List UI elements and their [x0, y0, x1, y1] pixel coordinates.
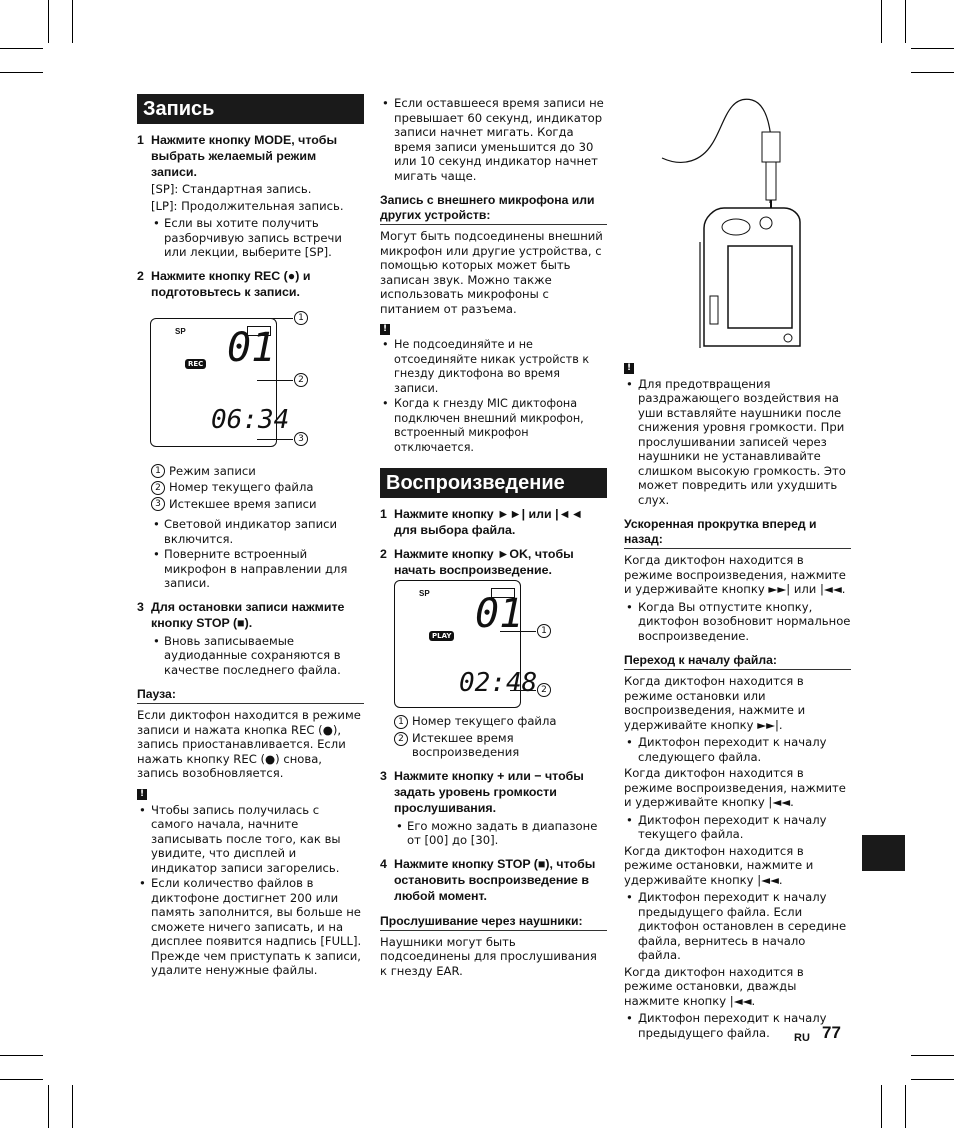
step-number: 2	[137, 268, 144, 283]
legend-text: Истекшее время записи	[169, 496, 317, 511]
list-item: • Если количество файлов в диктофоне достигнет 200 или память заполнится, вы больше не сможете ничего записать, и на дисплее появится надпись [FULL]. Прежде чем приступать к записи, удалите ненужные файлы.	[137, 876, 364, 978]
callout-number: 2	[537, 683, 551, 697]
legend-text: Номер текущего файла	[169, 480, 314, 494]
page-number: 77	[822, 1023, 841, 1042]
legend-text: Номер текущего файла	[412, 714, 557, 728]
crop-mark	[911, 48, 954, 49]
elapsed-time: 06:34	[211, 404, 290, 435]
step-1	[380, 506, 607, 538]
step-title: Нажмите кнопку MODE, чтобы выбрать желаемый режим записи.	[151, 133, 338, 179]
crop-mark	[911, 72, 954, 73]
caution-icon: !	[624, 363, 634, 374]
list-item: • Не подсоединяйте и не отсоединяйте никак устройств к гнезду диктофона во время записи.	[380, 338, 607, 396]
crop-mark	[72, 1085, 73, 1128]
step-4	[380, 856, 607, 904]
list-item: • Когда к гнезду MIC диктофона подключен внешний микрофон, встроенный микрофон отключается.	[380, 397, 607, 455]
elapsed-time: 02:48	[459, 668, 538, 698]
step-3	[380, 768, 607, 816]
crop-mark	[905, 1085, 906, 1128]
list-item: • Диктофон переходит к началу текущего файла.	[624, 813, 851, 842]
lcd-legend	[380, 714, 607, 760]
lcd-screen	[394, 580, 538, 708]
mode-lp-text: [LP]: Продолжительная запись.	[151, 198, 344, 213]
mode-sp-text: [SP]: Стандартная запись.	[151, 182, 312, 196]
callout-number: 3	[294, 432, 308, 446]
list-item: • Если вы хотите получить разборчивую запись встречи или лекции, выберите [SP].	[151, 216, 364, 260]
crop-mark	[0, 72, 43, 73]
external-mic-text: Могут быть подсоединены внешний микрофон или другие устройства, с помощью которых может быть записан звук. Можно также использовать микрофоны с питанием от разъема.	[380, 229, 603, 316]
list-item: • Диктофон переходит к началу следующего файла.	[624, 735, 851, 764]
crop-mark	[905, 0, 906, 43]
fast-forward-text: Когда диктофон находится в режиме воспроизведения, нажмите и удерживайте кнопку ►►| или |◄◄.	[624, 553, 846, 596]
callout-number: 1	[537, 624, 551, 638]
callout-line	[510, 690, 536, 691]
legend-number: 2	[394, 732, 408, 746]
lcd-figure-playback	[380, 578, 607, 712]
file-number: 01	[227, 324, 276, 371]
list-item: • Диктофон переходит к началу предыдущего файла. Если диктофон остановлен в середине файла, вернитесь в начало файла.	[624, 890, 851, 963]
legend-number: 1	[394, 715, 408, 729]
legend-number: 1	[151, 464, 165, 478]
callout-line	[177, 318, 293, 319]
column-3	[624, 96, 851, 1041]
callout-number: 2	[294, 373, 308, 387]
crop-mark	[48, 1085, 49, 1128]
step-title: Нажмите кнопку ►►| или |◄◄ для выбора файла.	[394, 507, 584, 537]
list-item: • Диктофон переходит к началу предыдущего файла.	[624, 1011, 851, 1040]
crop-mark	[881, 0, 882, 43]
crop-mark	[72, 0, 73, 43]
file-number: 01	[475, 591, 524, 637]
crop-mark	[0, 1079, 43, 1080]
step-3	[137, 599, 364, 631]
earphones-text: Наушники могут быть подсоединены для прослушивания к гнезду EAR.	[380, 934, 597, 978]
crop-mark	[911, 1055, 954, 1056]
pause-text: Если диктофон находится в режиме записи и нажата кнопка REC (●), запись приостанавливается. Если нажать кнопку REC (●) снова, запись возобновляется.	[137, 708, 361, 780]
list-item: • Вновь записываемые аудиоданные сохраняются в качестве последнего файла.	[151, 634, 364, 678]
rec-indicator: REC	[185, 359, 206, 369]
paragraph: Когда диктофон находится в режиме воспроизведения, нажмите и удерживайте кнопку |◄◄.	[624, 766, 846, 809]
step-1	[137, 132, 364, 180]
earphones-heading: Прослушивание через наушники:	[380, 914, 607, 931]
language-code: RU	[794, 1032, 810, 1044]
step-number: 1	[137, 133, 144, 147]
crop-mark	[881, 1085, 882, 1128]
step-number: 1	[380, 507, 387, 521]
step-2	[380, 546, 607, 578]
paragraph: Когда диктофон находится в режиме остановки, дважды нажмите кнопку |◄◄.	[624, 964, 804, 1008]
list-item: • Чтобы запись получилась с самого начала, начните записывать после того, как вы увидите, что дисплей и индикатор записи загорелись.	[137, 803, 364, 876]
callout-number: 1	[294, 311, 308, 325]
legend-text: Истекшее время воспроизведения	[412, 730, 520, 759]
step-title: Нажмите кнопку REC (●) и подготовьтесь к записи.	[151, 268, 311, 299]
lcd-legend	[137, 464, 364, 512]
column-1	[137, 94, 364, 979]
recorder-with-earphone-illustration	[624, 96, 851, 351]
list-item: • Световой индикатор записи включится.	[151, 517, 364, 546]
mode-indicator: SP	[175, 326, 186, 336]
caution-icon: !	[380, 324, 390, 335]
step-title: Нажмите кнопку + или − чтобы задать уровень громкости прослушивания.	[394, 768, 584, 815]
step-2	[137, 268, 364, 300]
list-item: • Если оставшееся время записи не превышает 60 секунд, индикатор записи начнет мигать. Когда время записи уменьшится до 30 или 10 секунд индикатор начнет мигать чаще.	[380, 96, 607, 183]
external-mic-heading: Запись с внешнего микрофона или других устройств:	[380, 193, 607, 225]
crop-mark	[48, 0, 49, 43]
crop-mark	[0, 48, 43, 49]
fast-forward-heading: Ускоренная прокрутка вперед и назад:	[624, 517, 851, 549]
lcd-figure-record	[137, 300, 364, 462]
step-number: 2	[380, 547, 387, 561]
legend-number: 3	[151, 497, 165, 511]
list-item: • Для предотвращения раздражающего воздействия на уши вставляйте наушники после снижения уровня громкости. При прослушивании записей через наушники не устанавливайте слишком высокую громкость. Это может повредить или ухудшить слух.	[624, 377, 851, 508]
callout-line	[257, 439, 293, 440]
paragraph: Когда диктофон находится в режиме остановки или воспроизведения, нажмите и удерживайте кнопку ►►|.	[624, 674, 806, 732]
step-number: 4	[380, 856, 387, 871]
paragraph: Когда диктофон находится в режиме остановки, нажмите и удерживайте кнопку |◄◄.	[624, 843, 814, 887]
mode-indicator: SP	[419, 589, 430, 598]
caution-icon: !	[137, 789, 147, 800]
step-number: 3	[137, 599, 144, 614]
list-item: • Когда Вы отпустите кнопку, диктофон возобновит нормальное воспроизведение.	[624, 600, 851, 644]
section-heading-recording: Запись	[137, 94, 364, 124]
list-item: • Его можно задать в диапазоне от [00] до [30].	[394, 819, 607, 848]
section-heading-playback: Воспроизведение	[380, 468, 607, 498]
file-start-heading: Переход к началу файла:	[624, 653, 851, 670]
play-indicator: PLAY	[429, 631, 454, 641]
step-number: 3	[380, 768, 387, 783]
lcd-screen	[150, 318, 290, 447]
crop-mark	[0, 1055, 43, 1056]
column-2	[380, 96, 607, 978]
step-title: Для остановки записи нажмите кнопку STOP (■).	[151, 599, 345, 630]
callout-line	[500, 631, 536, 632]
legend-number: 2	[151, 481, 165, 495]
callout-line	[257, 380, 293, 381]
pause-heading: Пауза:	[137, 687, 364, 704]
step-title: Нажмите кнопку ►OK, чтобы начать воспроизведение.	[394, 547, 574, 577]
list-item: • Поверните встроенный микрофон в направлении для записи.	[151, 547, 364, 591]
thumb-tab	[862, 835, 905, 871]
step-title: Нажмите кнопку STOP (■), чтобы остановить воспроизведение в любой момент.	[394, 856, 596, 903]
crop-mark	[911, 1079, 954, 1080]
legend-text: Режим записи	[169, 463, 256, 478]
